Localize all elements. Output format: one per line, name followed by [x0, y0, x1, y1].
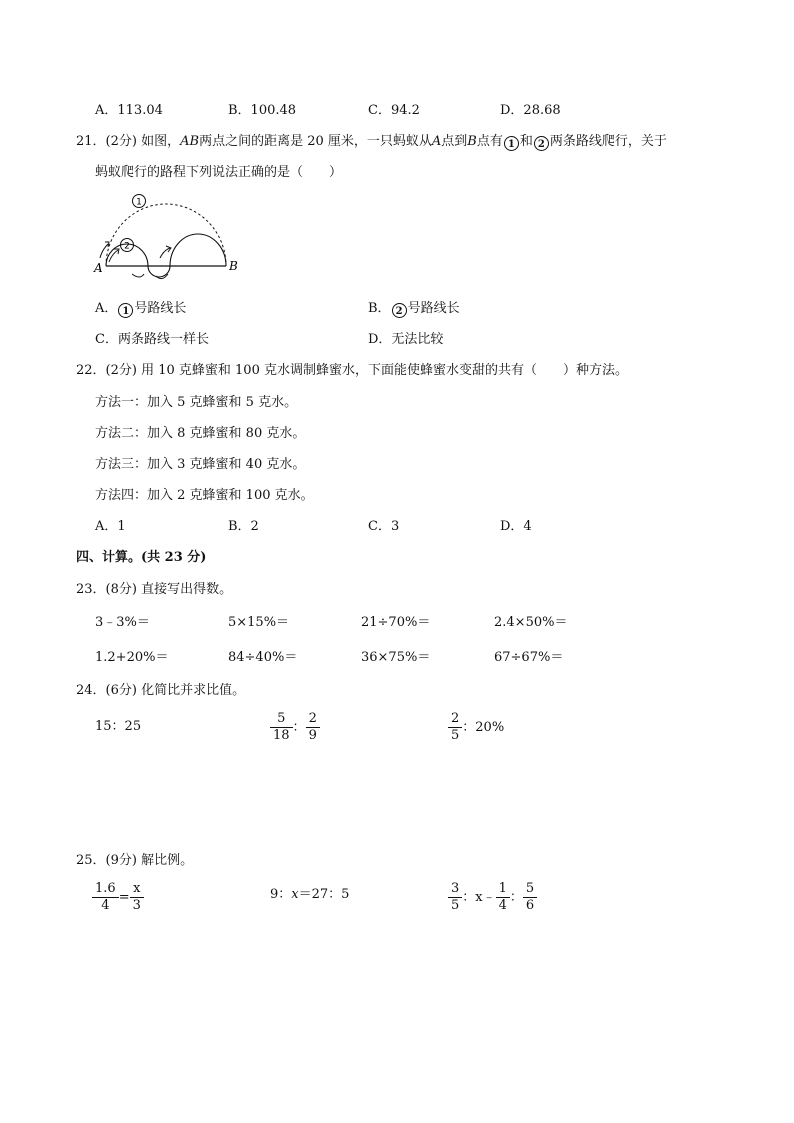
q22-option-a: A．1: [95, 519, 126, 534]
q22-option-d: D．4: [500, 519, 532, 534]
q21-option-b-text: 号路线长: [407, 301, 460, 316]
q22-option-c: C．3: [368, 519, 400, 534]
q22-method-4: 方法四：加入 2 克蜂蜜和 100 克水。: [95, 488, 314, 503]
numerator: 5: [270, 711, 293, 728]
q24-item-3: [448, 711, 504, 744]
fraction: [130, 881, 144, 914]
q20-option-a: A．113.04: [95, 103, 163, 118]
q23-item: 1.2+20%＝: [95, 650, 169, 665]
route-1-label: 1: [136, 197, 142, 208]
q24-stem: 24．(6分) 化简比并求比值。: [76, 683, 246, 698]
q23-stem: 23．(8分) 直接写出得数。: [76, 582, 233, 597]
numerator: 1.6: [92, 881, 119, 898]
q21-text: 如图，: [141, 134, 181, 149]
point-a-label: A: [94, 261, 103, 275]
fraction: [92, 881, 119, 914]
fraction: [270, 711, 293, 744]
q25-item-1: [92, 881, 144, 914]
q23-item: 84÷40%＝: [228, 650, 298, 665]
numerator: 2: [448, 711, 462, 728]
q21-a: A: [431, 134, 442, 149]
q21-number: 21．(2分): [76, 134, 137, 149]
q21-b: B: [467, 134, 477, 149]
circled-one: 1: [504, 136, 519, 151]
q22-method-2: 方法二：加入 8 克蜂蜜和 80 克水。: [95, 426, 306, 441]
q22-option-b: B．2: [228, 519, 259, 534]
denominator: 5: [451, 728, 460, 743]
circled-two: 2: [534, 136, 549, 151]
denominator: 9: [308, 728, 317, 743]
ratio-rest: ：20%: [462, 720, 505, 735]
ratio-sep: ：x﹣: [462, 890, 496, 905]
equals: =: [118, 890, 130, 905]
q23-item: 21÷70%＝: [361, 615, 431, 630]
numerator: x: [130, 881, 144, 898]
numerator: 3: [448, 881, 462, 898]
q21-stem: [76, 133, 667, 151]
q20-option-b: B．100.48: [228, 103, 297, 118]
section-4-heading: 四、计算。(共 23 分): [76, 550, 207, 565]
q21-text: 点到: [441, 134, 468, 149]
q21-option-a-prefix: A．: [95, 301, 118, 316]
q22-method-3: 方法三：加入 3 克蜂蜜和 40 克水。: [95, 457, 306, 472]
q21-option-b: [368, 300, 460, 318]
q23-item: 36×75%＝: [361, 650, 431, 665]
fraction: [306, 711, 320, 744]
denominator: 5: [451, 898, 460, 913]
denominator: 6: [525, 898, 535, 913]
denominator: 18: [273, 728, 290, 743]
numerator: 1: [496, 881, 510, 898]
fraction: [448, 711, 462, 744]
q21-text: 两点之间的距离是 20 厘米，一只蚂蚁从: [199, 134, 432, 149]
fraction: [523, 881, 537, 914]
numerator: 2: [306, 711, 320, 728]
q20-option-d: D．28.68: [500, 103, 561, 118]
q21-option-c: C．两条路线一样长: [95, 332, 209, 347]
q22-stem: 22．(2分) 用 10 克蜂蜜和 100 克水调制蜂蜜水，下面能使蜂蜜水变甜的共有（ ）种方法。: [76, 363, 628, 378]
denominator: 4: [498, 898, 507, 913]
ant-route-figure: [88, 188, 248, 280]
q21-option-a: [95, 300, 186, 318]
q21-text: 和: [519, 134, 533, 149]
q25-item-2-b: ＝27：5: [298, 887, 350, 902]
q25-item-2: [270, 886, 349, 904]
q23-item: 2.4×50%＝: [494, 615, 568, 630]
fraction: [496, 881, 510, 914]
fraction: [448, 881, 462, 914]
q20-option-c: C．94.2: [368, 103, 420, 118]
circled-two: 2: [392, 303, 407, 318]
q25-stem: 25．(9分) 解比例。: [76, 853, 194, 868]
denominator: 3: [132, 898, 141, 913]
q21-option-b-prefix: B．: [368, 301, 391, 316]
point-b-label: B: [229, 259, 238, 273]
q21-ab: AB: [180, 134, 200, 149]
q21-option-d: D．无法比较: [368, 332, 444, 347]
circled-one: 1: [118, 303, 133, 318]
route-2-label: 2: [124, 241, 130, 252]
q21-text: 点有: [476, 134, 503, 149]
q24-item-1: 15：25: [95, 719, 142, 734]
q21-option-a-text: 号路线长: [134, 301, 187, 316]
q23-item: 67÷67%＝: [494, 650, 564, 665]
q23-item: 5×15%＝: [228, 615, 290, 630]
ratio-sep: ：: [509, 890, 523, 905]
q25-item-2-a: 9：: [270, 887, 292, 902]
q21-stem-line2: 蚂蚁爬行的路程下列说法正确的是（ ）: [95, 165, 343, 180]
q24-item-2: [270, 711, 320, 744]
q21-text: 两条路线爬行，关于: [549, 134, 667, 149]
ratio-sep: ：: [292, 720, 306, 735]
numerator: 5: [523, 881, 537, 898]
denominator: 4: [101, 898, 110, 913]
q22-method-1: 方法一：加入 5 克蜂蜜和 5 克水。: [95, 395, 298, 410]
q23-item: 3﹣3%＝: [95, 615, 150, 630]
q25-item-2-x: x: [291, 887, 299, 902]
q25-item-3: [448, 881, 537, 914]
